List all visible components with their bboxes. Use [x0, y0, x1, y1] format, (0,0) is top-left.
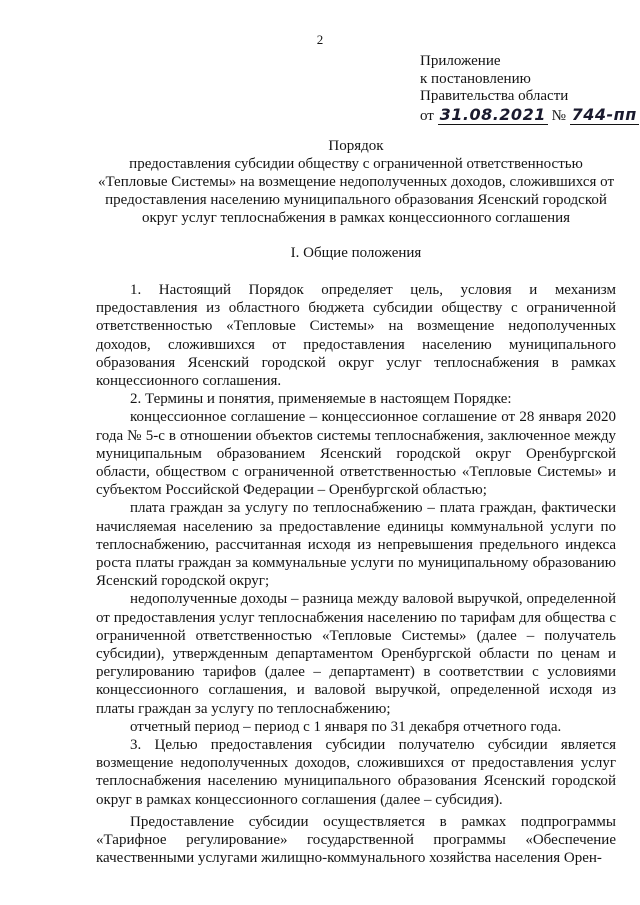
number-prefix: № — [551, 107, 566, 124]
appendix-line-1: Приложение — [420, 53, 501, 69]
title-heading: Порядок — [328, 138, 384, 154]
paragraph: недополученные доходы – разница между валовой выручкой, определенной от предоставления услуг теплоснабжения населению по тарифам для общества с ограниченной ответственностью «Тепловые Системы» (далее – получатель субсидии), утвержденным департаментом Оренбургской области по ценам и регулированию тарифов (далее – департамент) в соответствии с условиями концессионного соглашения, и валовой выручкой, определенной исходя из платы граждан за услугу по теплоснабжению; — [96, 591, 616, 717]
paragraph: 2. Термины и понятия, применяемые в настоящем Порядке: — [130, 391, 512, 408]
appendix-line-2: к постановлению — [420, 70, 531, 87]
handwritten-number: 744-пп — [571, 104, 637, 124]
handwritten-date: 31.08.2021 — [439, 104, 546, 124]
page-number: 2 — [316, 32, 324, 47]
appendix-line-3: Правительства области — [420, 88, 569, 104]
title-subtitle: предоставления субсидии обществу с ограниченной ответственностью «Тепловые Системы» на возмещение недополученных доходов, сложившихся от предоставления населению муниципального образования Ясенский городской округ услуг теплоснабжения в рамках концессионного соглашения — [97, 156, 615, 226]
section-heading: I. Общие положения — [290, 245, 422, 261]
appendix-date-line — [420, 104, 637, 126]
appendix-header — [420, 53, 637, 125]
paragraph: концессионное соглашение – концессионное соглашение от 28 января 2020 года № 5-с в отношении объектов системы теплоснабжения, заключенное между муниципальным образованием Ясенский городской округ Оренбургской области, обществом с ограниченной ответственностью «Тепловые Системы» и субъектом Российской Федерации – Оренбургской областью; — [96, 409, 616, 499]
paragraph: Предоставление субсидии осуществляется в рамках подпрограммы «Тарифное регулирование» государственной программы «Обеспечение качественными услугами жилищно-коммунального хозяйства населения Орен- — [96, 813, 616, 867]
document-title — [96, 137, 616, 227]
document-body — [96, 281, 616, 868]
paragraph: 1. Настоящий Порядок определяет цель, условия и механизм предоставления из областного бюджета субсидии обществу с ограниченной ответственностью «Тепловые Системы» на возмещение недополученных доходов, сложившихся от предоставления населению муниципального образования Ясенский городской округ услуг теплоснабжения в рамках концессионного соглашения. — [96, 282, 616, 390]
paragraph: 3. Целью предоставления субсидии получателю субсидии является возмещение недополученных доходов, сложившихся от предоставления услуг теплоснабжения населению муниципального образования Ясенский городской округ в рамках концессионного соглашения (далее – субсидия). — [96, 737, 616, 808]
paragraph: отчетный период – период с 1 января по 31 декабря отчетного года. — [130, 718, 562, 735]
paragraph: плата граждан за услугу по теплоснабжению – плата граждан, фактически начисляемая населению за предоставление единицы коммунальной услуги по теплоснабжению, рассчитанная исходя из непревышения предельного индекса роста платы граждан за коммунальные услуги по муниципальному образованию Ясенский городской округ; — [96, 500, 616, 590]
from-prefix: от — [420, 107, 434, 124]
